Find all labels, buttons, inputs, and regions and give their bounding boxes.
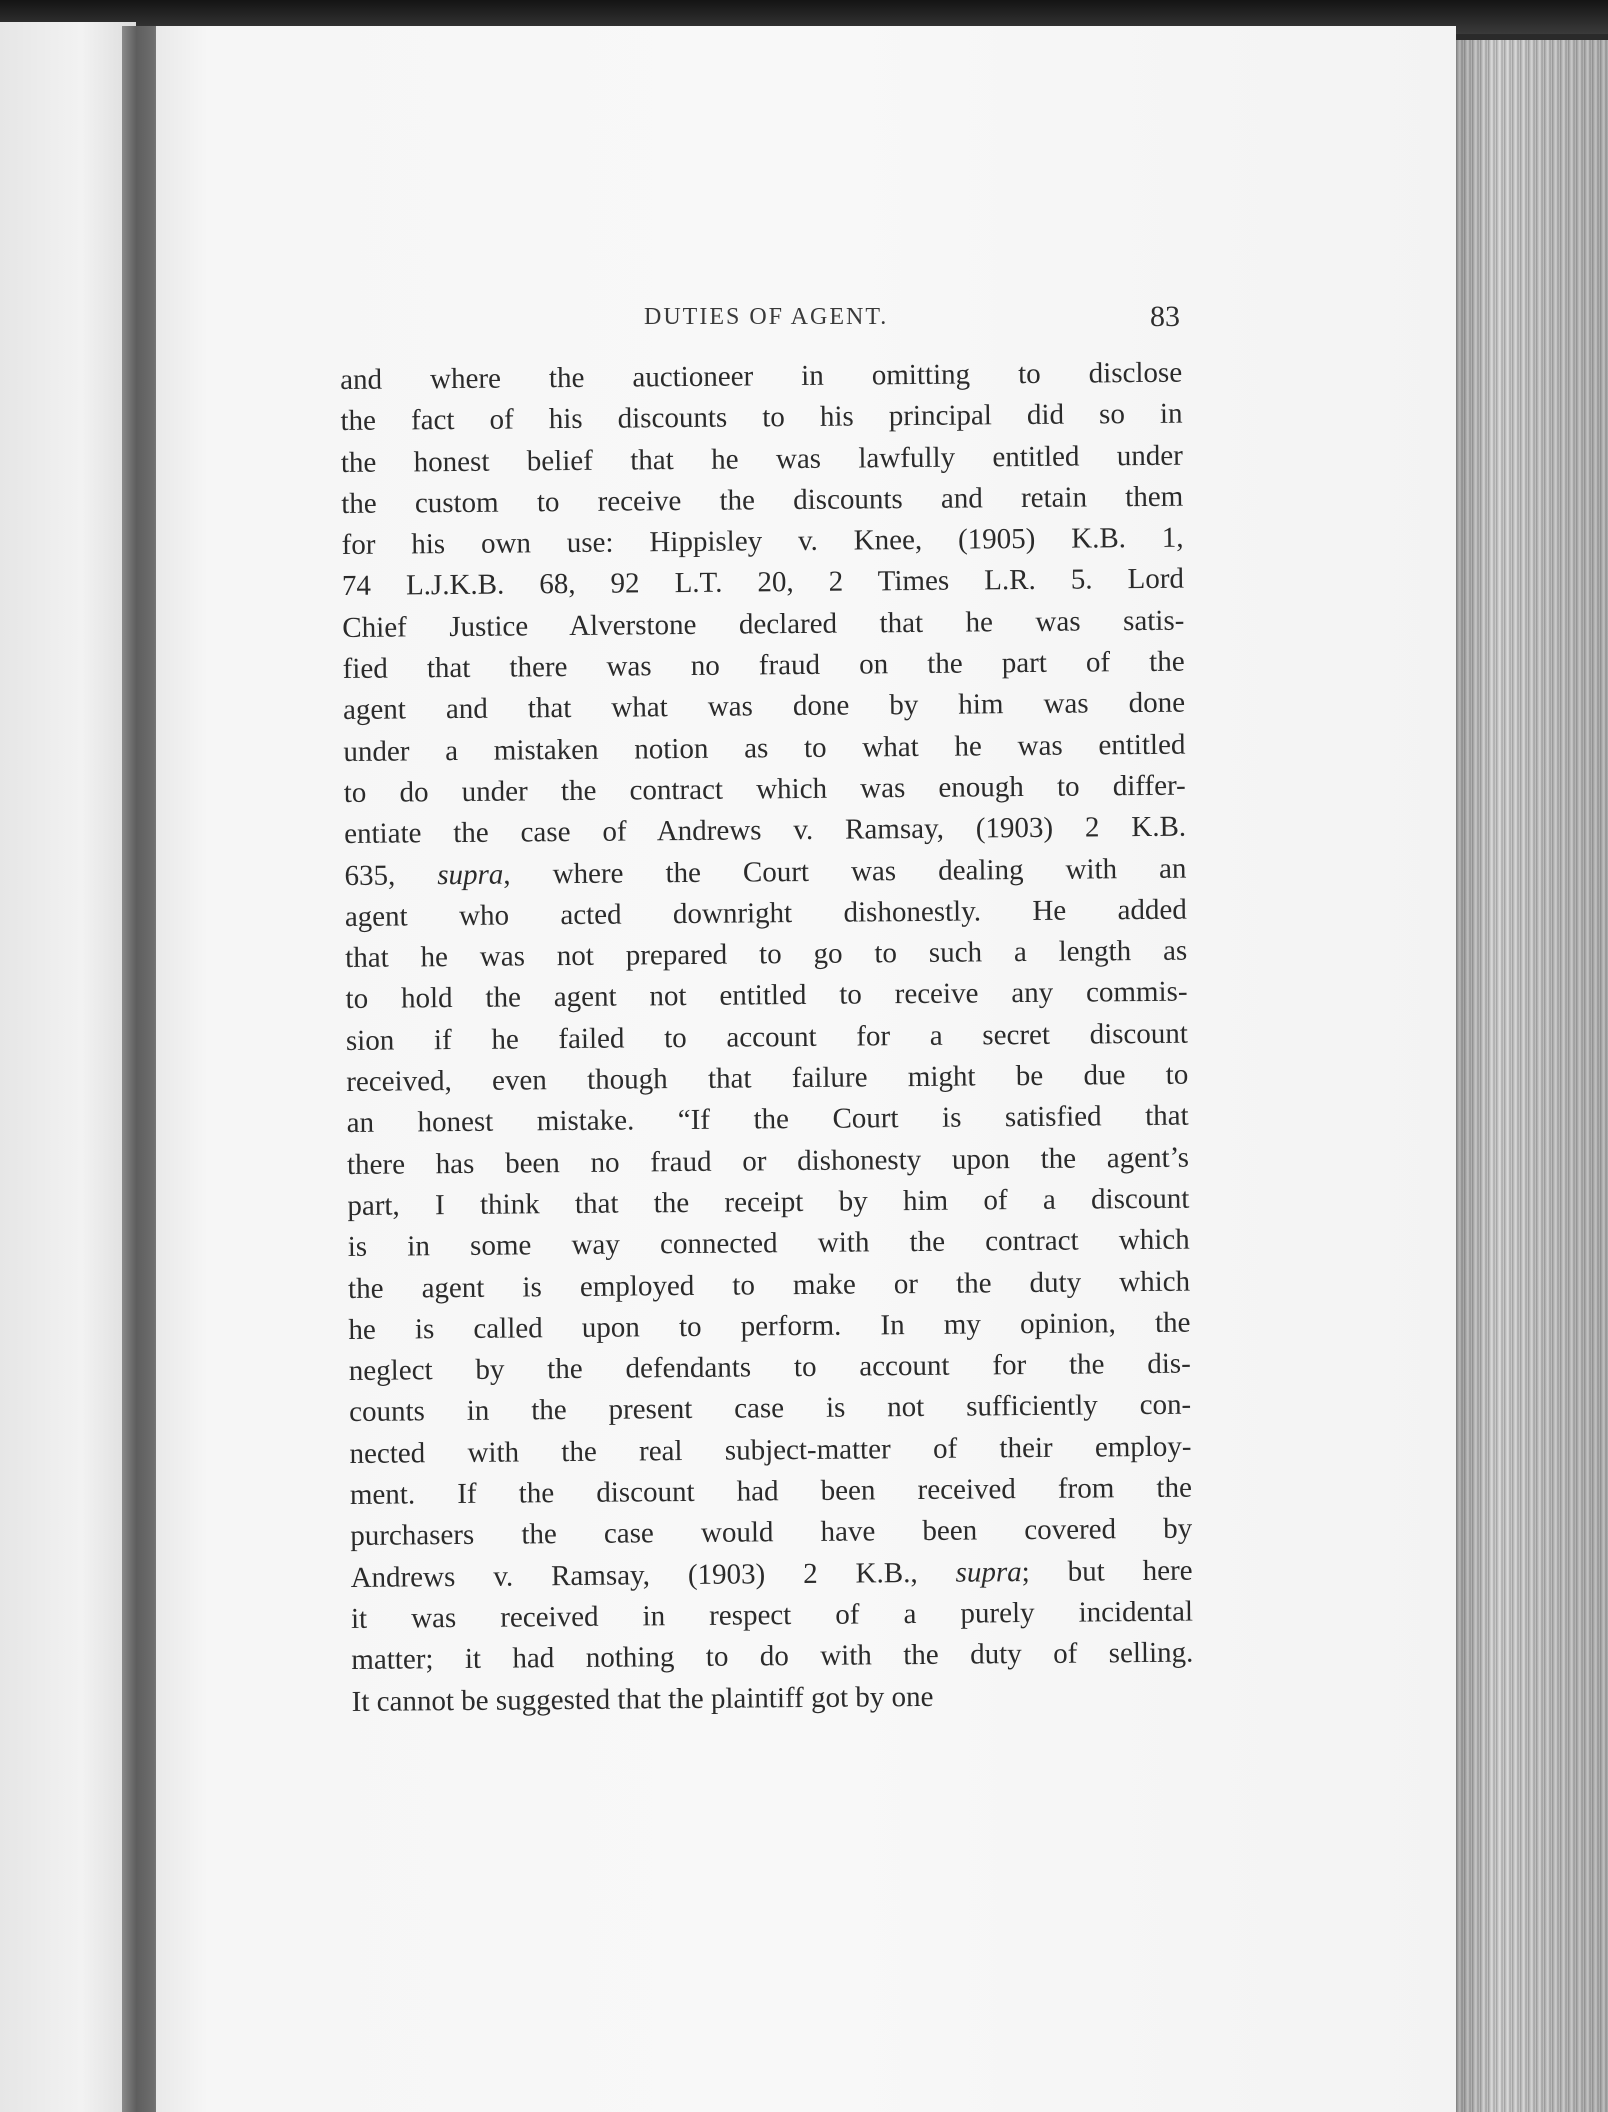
text-line: Chief Justice Alverstone declared that he was satis- (342, 604, 1185, 644)
running-head (344, 300, 1180, 340)
text-line: the honest belief that he was lawfully entitled under (340, 439, 1184, 479)
text-line: it was received in respect of a purely incidental (350, 1595, 1194, 1635)
text-line: to hold the agent not entitled to receive any commis- (345, 976, 1188, 1016)
text-line: for his own use: Hippisley v. Knee, (1905) K.B. 1, (341, 521, 1184, 562)
text-line: agent who acted downright dishonestly. He added (344, 893, 1187, 933)
text-line: to do under the contract which was enough to differ- (343, 769, 1186, 809)
text-line: the agent is employed to make or the duty which (347, 1265, 1191, 1305)
text-line: entiate the case of Andrews v. Ramsay, (1903) 2 K.B. (343, 810, 1187, 851)
text-line: under a mistaken notion as to what he was entitled (343, 728, 1186, 768)
text-line: sion if he failed to account for a secret discount (345, 1017, 1189, 1057)
text-line: the fact of his discounts to his principal did so in (340, 397, 1183, 438)
text-line: received, even though that failure might be due to (346, 1058, 1189, 1099)
text-line: ment. If the discount had been received from the (349, 1471, 1193, 1511)
text-line: he is called upon to perform. In my opinion, the (348, 1306, 1191, 1346)
text-line: matter; it had nothing to do with the duty of selling. (351, 1636, 1194, 1677)
text-line: 74 L.J.K.B. 68, 92 L.T. 20, 2 Times L.R. 5. Lord (341, 563, 1185, 603)
text-line: that he was not prepared to go to such a length as (345, 934, 1188, 975)
text-line: there has been no fraud or dishonesty upon the agent’s (346, 1141, 1190, 1181)
text-line: the custom to receive the discounts and retain them (341, 480, 1184, 520)
text-line: part, I think that the receipt by him of a discount (347, 1182, 1190, 1222)
text-line: It cannot be suggested that the plaintiff got by one (351, 1680, 934, 1718)
text-line: an honest mistake. “If the Court is satisfied that (346, 1099, 1189, 1140)
text-line: counts in the present case is not sufficiently con- (349, 1389, 1192, 1429)
text-line: Andrews v. Ramsay, (1903) 2 K.B., supra; but here (350, 1554, 1193, 1594)
text-line: neglect by the defendants to account for the dis- (348, 1347, 1191, 1388)
text-line: fied that there was no fraud on the part of the (342, 645, 1185, 686)
running-title: DUTIES OF AGENT. (644, 304, 889, 330)
body-text (340, 353, 1194, 1723)
text-line: purchasers the case would have been covered by (350, 1512, 1193, 1553)
page-number: 83 (1150, 300, 1180, 333)
text-line: is in some way connected with the contract which (347, 1223, 1190, 1264)
text-line: 635, supra, where the Court was dealing with an (344, 852, 1187, 892)
text-line: nected with the real subject-matter of their employ- (349, 1430, 1192, 1470)
facing-page-edge (0, 22, 136, 2112)
text-line: and where the auctioneer in omitting to disclose (340, 356, 1183, 396)
page-edges-shade (1448, 40, 1608, 2112)
text-line: agent and that what was done by him was done (342, 687, 1186, 727)
